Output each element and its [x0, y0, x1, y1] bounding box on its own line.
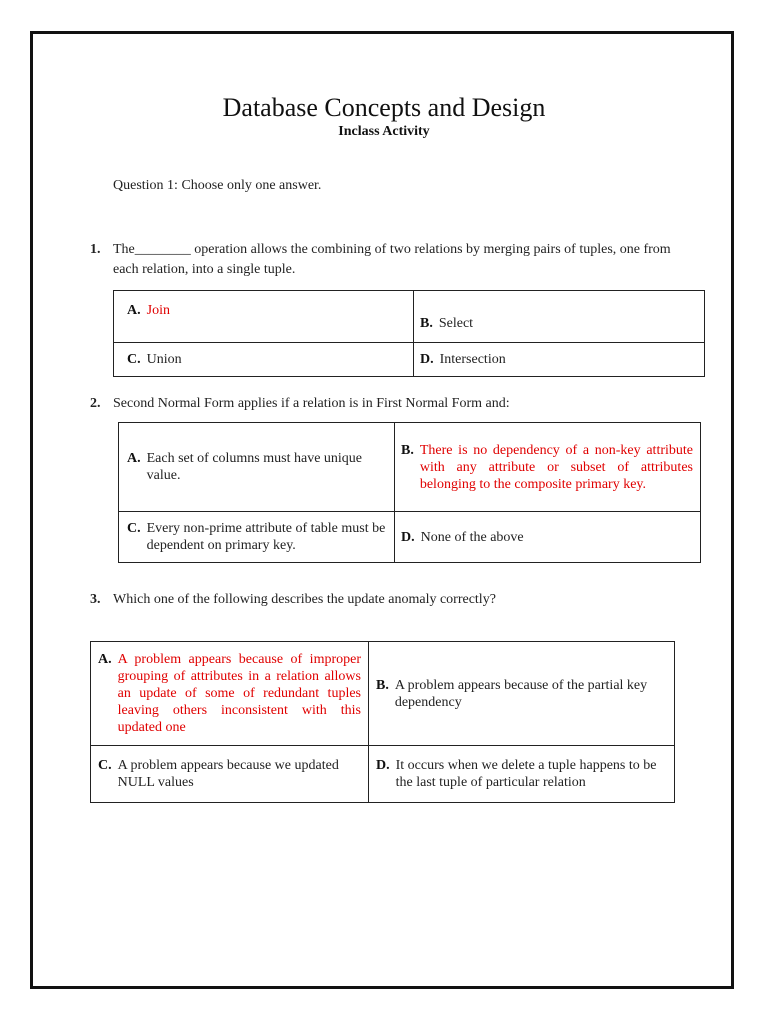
option-label: B. [401, 442, 414, 458]
option-label: A. [127, 451, 141, 466]
question-3-options [90, 641, 675, 803]
option-a[interactable] [114, 291, 414, 343]
option-label: D. [401, 529, 415, 545]
option-label: A. [127, 303, 141, 318]
option-b[interactable] [369, 642, 675, 746]
option-d[interactable] [369, 746, 675, 803]
option-text: A problem appears because of improper grouping of attributes in a relation allows an update of some of redundant tuples leaving others inconsistent with this updated one [117, 652, 361, 735]
option-c[interactable] [91, 746, 369, 803]
option-text: A problem appears because of the partial key dependency [394, 677, 648, 710]
question-1-options [113, 290, 705, 377]
option-label: D. [420, 352, 434, 367]
option-b[interactable] [395, 423, 701, 512]
question-2 [90, 394, 690, 414]
document-subtitle: Inclass Activity [338, 124, 430, 139]
option-label: D. [376, 758, 390, 773]
question-1 [90, 240, 690, 280]
option-label: C. [98, 758, 112, 773]
option-a[interactable] [91, 642, 369, 746]
option-text: None of the above [420, 529, 524, 545]
option-text: Union [146, 352, 182, 367]
option-text: Join [146, 303, 170, 318]
option-label: A. [98, 652, 112, 667]
question-2-options [118, 422, 701, 563]
option-label: B. [420, 316, 433, 331]
question-number: 2. [90, 396, 101, 411]
option-text: There is no dependency of a non-key attribute with any attribute or subset of attributes belonging to the composite primary key. [419, 442, 693, 492]
option-label: B. [376, 677, 389, 693]
option-label: C. [127, 352, 141, 367]
option-text: Every non-prime attribute of table must be dependent on primary key. [146, 521, 386, 553]
option-text: Select [438, 316, 474, 331]
option-text: A problem appears because we updated NULL values [117, 758, 339, 790]
option-d[interactable] [414, 343, 705, 377]
question-text: Second Normal Form applies if a relation is in First Normal Form and: [113, 396, 510, 411]
option-c[interactable] [114, 343, 414, 377]
question-3 [90, 590, 690, 610]
question-number: 1. [90, 242, 101, 257]
option-text: It occurs when we delete a tuple happens to be the last tuple of particular relation [395, 758, 657, 790]
question-number: 3. [90, 592, 101, 607]
document-title: Database Concepts and Design [222, 93, 546, 122]
option-d[interactable] [395, 512, 701, 563]
question-text: Which one of the following describes the update anomaly correctly? [113, 592, 496, 607]
option-label: C. [127, 521, 141, 536]
instruction-text: Question 1: Choose only one answer. [113, 178, 322, 193]
option-a[interactable] [119, 423, 395, 512]
option-b[interactable] [414, 291, 705, 343]
question-text: The________ operation allows the combining of two relations by merging pairs of tuples, one from each relation, into a single tuple. [113, 242, 671, 277]
option-c[interactable] [119, 512, 395, 563]
option-text: Each set of columns must have unique value. [146, 451, 363, 483]
option-text: Intersection [439, 352, 506, 367]
